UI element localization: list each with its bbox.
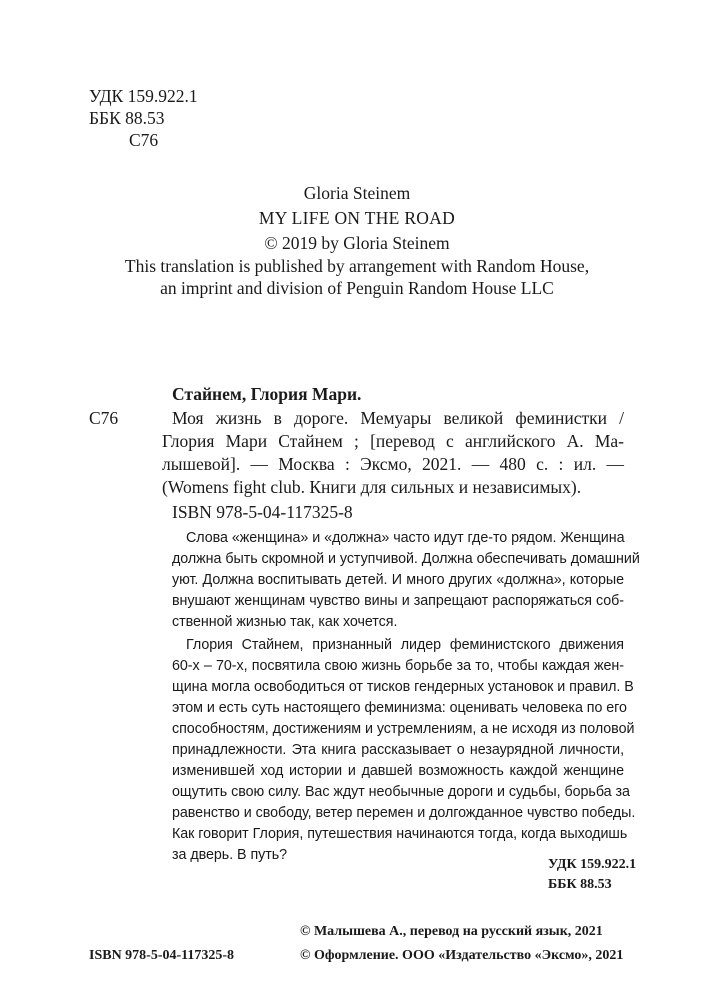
annotation-p1-line-1: Слова «женщина» и «должна» часто идут где-то рядом. Женщина — [186, 530, 625, 546]
arrangement-line-1: This translation is published by arrangement with Random House, — [124, 256, 590, 276]
record-line-1: Моя жизнь в дороге. Мемуары великой феминистки / — [172, 408, 624, 428]
annotation-p2-line-5: способностям, достижениям и устремлениям, а не исходя из половой — [172, 721, 635, 737]
record-heading: Стайнем, Глория Мари. — [172, 384, 362, 404]
record-line-3: лышевой]. — Москва : Эксмо, 2021. — 480 с. : ил. — — [162, 454, 624, 474]
original-copyright: © 2019 by Gloria Steinem — [264, 233, 450, 253]
udk-bottom: УДК 159.922.1 — [548, 857, 637, 872]
annotation-p1-line-4: внушают женщинам чувство вины и запрещают распоряжаться соб- — [172, 593, 624, 609]
annotation-p1-line-3: уют. Должна воспитывать детей. И много других «должна», которые — [172, 572, 624, 588]
original-author: Gloria Steinem — [303, 183, 411, 203]
annotation-p2-line-11: за дверь. В путь? — [172, 847, 288, 863]
translation-copyright: © Малышева А., перевод на русский язык, 2021 — [300, 924, 603, 939]
record-line-2: Глория Мари Стайнем ; [перевод с английского А. Ма- — [162, 431, 624, 451]
bbk-bottom: ББК 88.53 — [548, 877, 612, 892]
annotation-p1-line-5: ственной жизнью так, как хочется. — [172, 614, 398, 630]
annotation-p2-line-3: щина могла освободиться от тисков гендерных установок и правил. В — [172, 679, 634, 695]
annotation-p2-line-9: равенство и свободу, ветер перемен и долгожданное чувство победы. — [172, 805, 636, 821]
annotation-p2-line-2: 60-х – 70-х, посвятила свою жизнь борьбе за то, чтобы каждая жен- — [172, 658, 624, 674]
record-mark: С76 — [89, 408, 119, 428]
record-isbn: ISBN 978-5-04-117325-8 — [172, 502, 353, 522]
annotation-p2-line-4: этом и есть суть настоящего феминизма: оценивать человека по его — [172, 700, 627, 716]
author-mark-top: С76 — [129, 130, 159, 150]
annotation-p2-line-1: Глория Стайнем, признанный лидер феминистского движения — [186, 637, 624, 653]
arrangement-line-2: an imprint and division of Penguin Random House LLC — [160, 278, 554, 298]
annotation-p2-line-8: ощутить свою силу. Вас ждут необычные дороги и судьбы, борьба за — [172, 784, 630, 800]
bbk-top: ББК 88.53 — [89, 108, 165, 128]
record-line-4: (Womens fight club. Книги для сильных и независимых). — [162, 477, 582, 497]
design-copyright: © Оформление. ООО «Издательство «Эксмо», 2021 — [300, 948, 624, 963]
udk-top: УДК 159.922.1 — [89, 86, 198, 106]
annotation-p1-line-2: должна быть скромной и уступчивой. Должна обеспечивать домашний — [172, 551, 640, 567]
annotation-p2-line-10: Как говорит Глория, путешествия начинаются тогда, когда выходишь — [172, 826, 628, 842]
annotation-p2-line-7: изменившей ход истории и давшей возможность каждой женщине — [172, 763, 624, 779]
footer-isbn: ISBN 978-5-04-117325-8 — [89, 948, 235, 963]
annotation-p2-line-6: принадлежности. Эта книга рассказывает о незаурядной личности, — [172, 742, 624, 758]
original-title: MY LIFE ON THE ROAD — [258, 208, 456, 228]
